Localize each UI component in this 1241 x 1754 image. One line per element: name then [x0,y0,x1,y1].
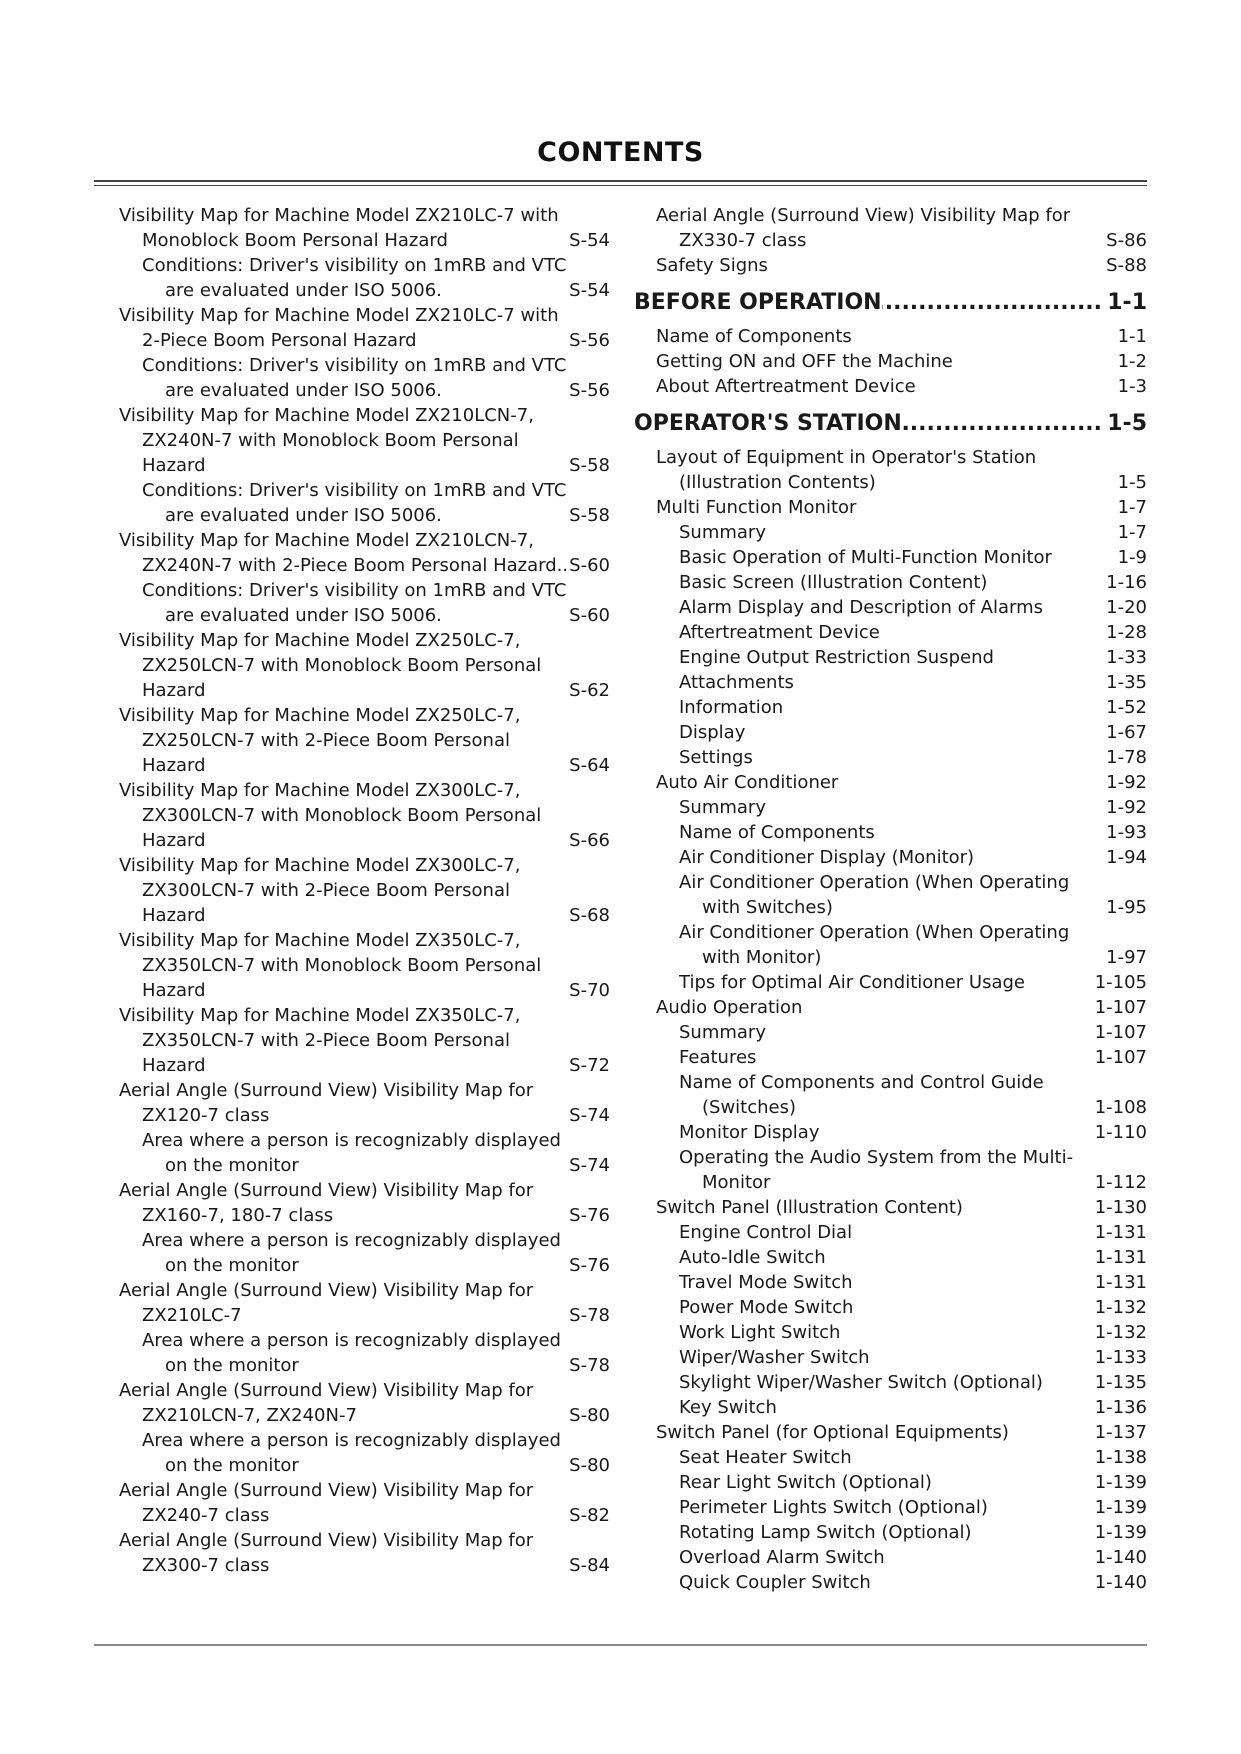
toc-entry-page: 1-107 [1094,997,1147,1018]
toc-subentry[interactable] [656,595,1147,620]
toc-entry-title: Visibility Map for Machine Model ZX350LC-7, ZX350LCN-7 with Monoblock Boom Personal Hazard [119,928,569,1003]
toc-left-column [119,203,610,1578]
toc-entry[interactable] [119,1528,610,1578]
toc-entry-page: 1-20 [1106,597,1147,618]
toc-entry-title: Aerial Angle (Surround View) Visibility Map for ZX210LC-7 [119,1278,569,1328]
toc-entry-title: Skylight Wiper/Washer Switch (Optional) [679,1370,1095,1395]
toc-entry-page: 1-135 [1094,1372,1147,1393]
toc-entry-page: 1-92 [1106,797,1147,818]
toc-entry[interactable] [119,1278,610,1328]
toc-entry-title: Operating the Audio System from the Multi-Monitor [679,1145,1095,1195]
toc-entry-title: Power Mode Switch [679,1295,1095,1320]
toc-entry-page: 1-107 [1094,1047,1147,1068]
toc-entry[interactable] [119,628,610,703]
toc-entry-page: 1-107 [1094,1022,1147,1043]
toc-entry[interactable] [119,778,610,853]
toc-subentry[interactable] [119,1428,610,1478]
toc-entry-page: S-54 [569,280,610,301]
toc-entry-title: Visibility Map for Machine Model ZX250LC-7, ZX250LCN-7 with Monoblock Boom Personal Hazard [119,628,569,703]
toc-entry[interactable] [656,770,1147,795]
toc-entry-page: S-74 [569,1105,610,1126]
toc-section-page: 1-1 [1103,288,1147,318]
toc-entry-title: Information [679,695,1106,720]
toc-entry-title: Air Conditioner Operation (When Operating with Switches) [679,870,1106,920]
toc-subentry[interactable] [656,845,1147,870]
toc-subentry[interactable] [656,1520,1147,1545]
toc-entry-title: Conditions: Driver's visibility on 1mRB and VTC are evaluated under ISO 5006. [142,478,569,528]
toc-entry-title: Wiper/Washer Switch [679,1345,1095,1370]
toc-subentry[interactable] [119,1128,610,1178]
toc-entry-title: Engine Control Dial [679,1220,1095,1245]
toc-subentry[interactable] [656,645,1147,670]
toc-entry-title: Aerial Angle (Surround View) Visibility Map for ZX300-7 class [119,1528,569,1578]
toc-entry-page: 1-92 [1106,772,1147,793]
toc-entry-title: Area where a person is recognizably displayed on the monitor [142,1428,569,1478]
toc-entry-page: S-58 [569,505,610,526]
toc-subentry[interactable] [656,1270,1147,1295]
toc-entry-page: 1-105 [1094,972,1147,993]
toc-section-page: 1-5 [1103,409,1147,439]
toc-subentry[interactable] [656,745,1147,770]
toc-section-heading[interactable] [634,288,1147,318]
page-title: CONTENTS [537,137,704,168]
toc-entry-title: Visibility Map for Machine Model ZX210LCN-7, ZX240N-7 with 2-Piece Boom Personal Hazard.. [119,530,569,576]
toc-subentry[interactable] [656,570,1147,595]
toc-entry-title: Rotating Lamp Switch (Optional) [679,1520,1095,1545]
toc-entry[interactable] [119,928,610,1003]
toc-entry-title: Overload Alarm Switch [679,1545,1095,1570]
toc-entry-page: S-62 [569,680,610,701]
toc-entry-page: 1-112 [1094,1172,1147,1193]
toc-entry-page: S-56 [569,330,610,351]
toc-entry-page: S-86 [1106,230,1147,251]
toc-entry-title: Name of Components [656,324,1118,349]
toc-subentry[interactable] [119,1228,610,1278]
toc-entry-title: Name of Components and Control Guide (Switches) [679,1070,1095,1120]
toc-subentry[interactable] [656,1445,1147,1470]
toc-entry-title: Aerial Angle (Surround View) Visibility Map for ZX120-7 class [119,1078,569,1128]
toc-subentry[interactable] [656,670,1147,695]
toc-entry-page: 1-67 [1106,722,1147,743]
toc-subentry[interactable] [656,795,1147,820]
toc-entry-title: Name of Components [679,820,1106,845]
toc-entry-page: 1-136 [1094,1397,1147,1418]
toc-entry-page: 1-28 [1106,622,1147,643]
toc-entry-title: Multi Function Monitor [656,495,1118,520]
toc-subentry[interactable] [119,478,610,528]
toc-entry-page: S-74 [569,1155,610,1176]
toc-entry[interactable] [656,203,1147,253]
toc-section-heading[interactable] [634,409,1147,439]
toc-entry[interactable] [656,1195,1147,1220]
toc-entry-title: Visibility Map for Machine Model ZX250LC-7, ZX250LCN-7 with 2-Piece Boom Personal Hazard [119,703,569,778]
title-rule [94,180,1147,186]
toc-entry-page: 1-132 [1094,1322,1147,1343]
toc-entry-title: Getting ON and OFF the Machine [656,349,1118,374]
toc-entry-title: Auto Air Conditioner [656,770,1106,795]
toc-entry-title: Perimeter Lights Switch (Optional) [679,1495,1095,1520]
toc-entry-title: Monitor Display [679,1120,1095,1145]
toc-entry[interactable] [119,303,610,353]
toc-entry-title: Travel Mode Switch [679,1270,1095,1295]
toc-subentry[interactable] [656,520,1147,545]
toc-subentry[interactable] [656,1395,1147,1420]
toc-subentry[interactable] [656,1020,1147,1045]
toc-subentry[interactable] [656,1145,1147,1195]
toc-entry[interactable] [656,324,1147,349]
toc-entry[interactable] [656,995,1147,1020]
toc-entry-title: Quick Coupler Switch [679,1570,1095,1595]
toc-entry-page: 1-110 [1094,1122,1147,1143]
toc-entry[interactable] [119,703,610,778]
toc-entry-page: 1-78 [1106,747,1147,768]
toc-subentry[interactable] [656,1045,1147,1070]
toc-entry-title: Visibility Map for Machine Model ZX300LC-7, ZX300LCN-7 with 2-Piece Boom Personal Hazard [119,853,569,928]
toc-entry-title: Attachments [679,670,1106,695]
toc-subentry[interactable] [656,1495,1147,1520]
toc-subentry[interactable] [656,970,1147,995]
toc-entry-title: Air Conditioner Operation (When Operating with Monitor) [679,920,1106,970]
toc-entry-page: 1-5 [1117,472,1147,493]
toc-entry-page: 1-140 [1094,1547,1147,1568]
toc-subentry[interactable] [119,1328,610,1378]
toc-entry[interactable] [656,495,1147,520]
toc-entry-page: 1-139 [1094,1522,1147,1543]
toc-entry[interactable] [656,374,1147,399]
toc-entry-page: 1-16 [1106,572,1147,593]
toc-entry-title: Summary [679,795,1106,820]
toc-entry-title: Engine Output Restriction Suspend [679,645,1106,670]
toc-entry-page: 1-1 [1117,326,1147,347]
toc-entry-page: S-68 [569,905,610,926]
toc-entry-page: S-66 [569,830,610,851]
toc-entry[interactable] [119,1478,610,1528]
toc-entry-title: Safety Signs [656,253,1106,278]
toc-entry-title: Aerial Angle (Surround View) Visibility Map for ZX330-7 class [656,203,1106,253]
toc-entry-page: S-84 [569,1555,610,1576]
toc-entry[interactable] [656,253,1147,278]
toc-entry[interactable] [119,1178,610,1228]
toc-entry-page: S-60 [569,555,610,576]
toc-entry-page: 1-93 [1106,822,1147,843]
toc-entry-page: S-64 [569,755,610,776]
toc-entry-page: 1-131 [1094,1272,1147,1293]
toc-entry-title: Work Light Switch [679,1320,1095,1345]
toc-entry[interactable] [119,1078,610,1128]
toc-entry-page: S-80 [569,1455,610,1476]
toc-entry-title: Key Switch [679,1395,1095,1420]
toc-entry-page: S-76 [569,1255,610,1276]
toc-entry-title: Air Conditioner Display (Monitor) [679,845,1106,870]
toc-entry[interactable] [119,203,610,253]
toc-entry-page: 1-137 [1094,1422,1147,1443]
toc-subentry[interactable] [119,578,610,628]
toc-entry-title: Tips for Optimal Air Conditioner Usage [679,970,1095,995]
toc-subentry[interactable] [656,1320,1147,1345]
toc-entry-page: 1-131 [1094,1222,1147,1243]
toc-entry[interactable] [656,349,1147,374]
toc-entry-title: Layout of Equipment in Operator's Station (Illustration Contents) [656,445,1118,495]
toc-entry[interactable] [656,1420,1147,1445]
toc-section-title: BEFORE OPERATION [634,290,882,315]
toc-entry-page: S-70 [569,980,610,1001]
toc-entry-title: Area where a person is recognizably displayed on the monitor [142,1328,569,1378]
toc-entry-title: Features [679,1045,1095,1070]
toc-subentry[interactable] [119,253,610,303]
toc-entry-title: Settings [679,745,1106,770]
toc-entry-page: S-80 [569,1405,610,1426]
toc-entry-title: Display [679,720,1106,745]
toc-subentry[interactable] [656,1545,1147,1570]
toc-entry-page: 1-139 [1094,1472,1147,1493]
toc-entry-title: Aerial Angle (Surround View) Visibility Map for ZX240-7 class [119,1478,569,1528]
toc-entry-page: 1-140 [1094,1572,1147,1593]
toc-entry[interactable] [119,1003,610,1078]
toc-entry-title: Conditions: Driver's visibility on 1mRB and VTC are evaluated under ISO 5006. [142,253,569,303]
toc-entry-page: 1-52 [1106,697,1147,718]
toc-entry-page: 1-7 [1117,497,1147,518]
toc-subentry[interactable] [656,1470,1147,1495]
toc-subentry[interactable] [656,695,1147,720]
toc-entry-page: 1-108 [1094,1097,1147,1118]
toc-entry-title: Audio Operation [656,995,1095,1020]
toc-entry-title: Basic Operation of Multi-Function Monitor [679,545,1118,570]
toc-entry-page: 1-3 [1117,376,1147,397]
toc-entry[interactable] [119,1378,610,1428]
toc-subentry[interactable] [656,1295,1147,1320]
toc-entry-page: S-76 [569,1205,610,1226]
toc-entry-title: Switch Panel (for Optional Equipments) [656,1420,1095,1445]
toc-entry-page: 1-131 [1094,1247,1147,1268]
toc-entry-page: 1-132 [1094,1297,1147,1318]
toc-right-column [634,203,1147,1595]
toc-entry-title: Aerial Angle (Surround View) Visibility Map for ZX210LCN-7, ZX240N-7 [119,1378,569,1428]
toc-entry-title: Conditions: Driver's visibility on 1mRB and VTC are evaluated under ISO 5006. [142,353,569,403]
toc-entry-page: S-72 [569,1055,610,1076]
toc-entry-title: Basic Screen (Illustration Content) [679,570,1106,595]
toc-entry-page: 1-33 [1106,647,1147,668]
toc-entry-page: 1-97 [1106,947,1147,968]
toc-entry-title: Visibility Map for Machine Model ZX210LC-7 with 2-Piece Boom Personal Hazard [119,303,569,353]
toc-entry[interactable] [119,403,610,478]
toc-subentry[interactable] [656,920,1147,970]
toc-subentry[interactable] [656,820,1147,845]
toc-subentry[interactable] [656,1220,1147,1245]
toc-entry-page: S-88 [1106,255,1147,276]
toc-entry-page: 1-139 [1094,1497,1147,1518]
toc-entry-page: S-60 [569,605,610,626]
toc-entry-title: Rear Light Switch (Optional) [679,1470,1095,1495]
toc-entry-page: 1-35 [1106,672,1147,693]
toc-entry-title: Area where a person is recognizably displayed on the monitor [142,1128,569,1178]
footer-rule [94,1644,1147,1646]
toc-entry-title: Switch Panel (Illustration Content) [656,1195,1095,1220]
toc-entry-page: S-56 [569,380,610,401]
toc-subentry[interactable] [656,1070,1147,1120]
toc-entry-page: 1-7 [1117,522,1147,543]
toc-entry-title: Area where a person is recognizably displayed on the monitor [142,1228,569,1278]
toc-subentry[interactable] [656,1345,1147,1370]
toc-subentry[interactable] [656,720,1147,745]
toc-entry-title: Visibility Map for Machine Model ZX350LC-7, ZX350LCN-7 with 2-Piece Boom Personal Hazard [119,1003,569,1078]
toc-entry-page: 1-130 [1094,1197,1147,1218]
toc-entry-page: S-78 [569,1305,610,1326]
toc-entry[interactable] [656,445,1147,495]
toc-entry[interactable] [119,528,610,578]
toc-section-title: OPERATOR'S STATION [634,411,902,436]
toc-entry-title: Summary [679,1020,1095,1045]
toc-entry-page: 1-95 [1106,897,1147,918]
toc-entry-title: Seat Heater Switch [679,1445,1095,1470]
toc-entry-page: 1-94 [1106,847,1147,868]
toc-entry-page: 1-2 [1117,351,1147,372]
toc-entry-title: Aerial Angle (Surround View) Visibility Map for ZX160-7, 180-7 class [119,1178,569,1228]
toc-entry-page: S-58 [569,455,610,476]
toc-subentry[interactable] [656,1245,1147,1270]
toc-entry-page: S-54 [569,230,610,251]
toc-entry-title: Aftertreatment Device [679,620,1106,645]
toc-entry[interactable] [119,853,610,928]
toc-entry-page: S-78 [569,1355,610,1376]
toc-subentry[interactable] [656,620,1147,645]
toc-subentry[interactable] [656,870,1147,920]
toc-entry-title: About Aftertreatment Device [656,374,1118,399]
toc-subentry[interactable] [119,353,610,403]
toc-subentry[interactable] [656,545,1147,570]
toc-entry-page: S-82 [569,1505,610,1526]
toc-entry-title: Alarm Display and Description of Alarms [679,595,1106,620]
toc-subentry[interactable] [656,1120,1147,1145]
toc-subentry[interactable] [656,1370,1147,1395]
toc-entry-page: 1-138 [1094,1447,1147,1468]
toc-subentry[interactable] [656,1570,1147,1595]
toc-entry-page: 1-9 [1117,547,1147,568]
toc-entry-title: Visibility Map for Machine Model ZX210LC-7 with Monoblock Boom Personal Hazard [119,203,569,253]
toc-entry-title: Auto-Idle Switch [679,1245,1095,1270]
toc-entry-page: 1-133 [1094,1347,1147,1368]
toc-entry-title: Conditions: Driver's visibility on 1mRB and VTC are evaluated under ISO 5006. [142,578,569,628]
toc-entry-title: Visibility Map for Machine Model ZX300LC-7, ZX300LCN-7 with Monoblock Boom Personal Hazard [119,778,569,853]
toc-entry-title: Summary [679,520,1118,545]
toc-entry-title: Visibility Map for Machine Model ZX210LCN-7, ZX240N-7 with Monoblock Boom Personal Hazard [119,403,569,478]
